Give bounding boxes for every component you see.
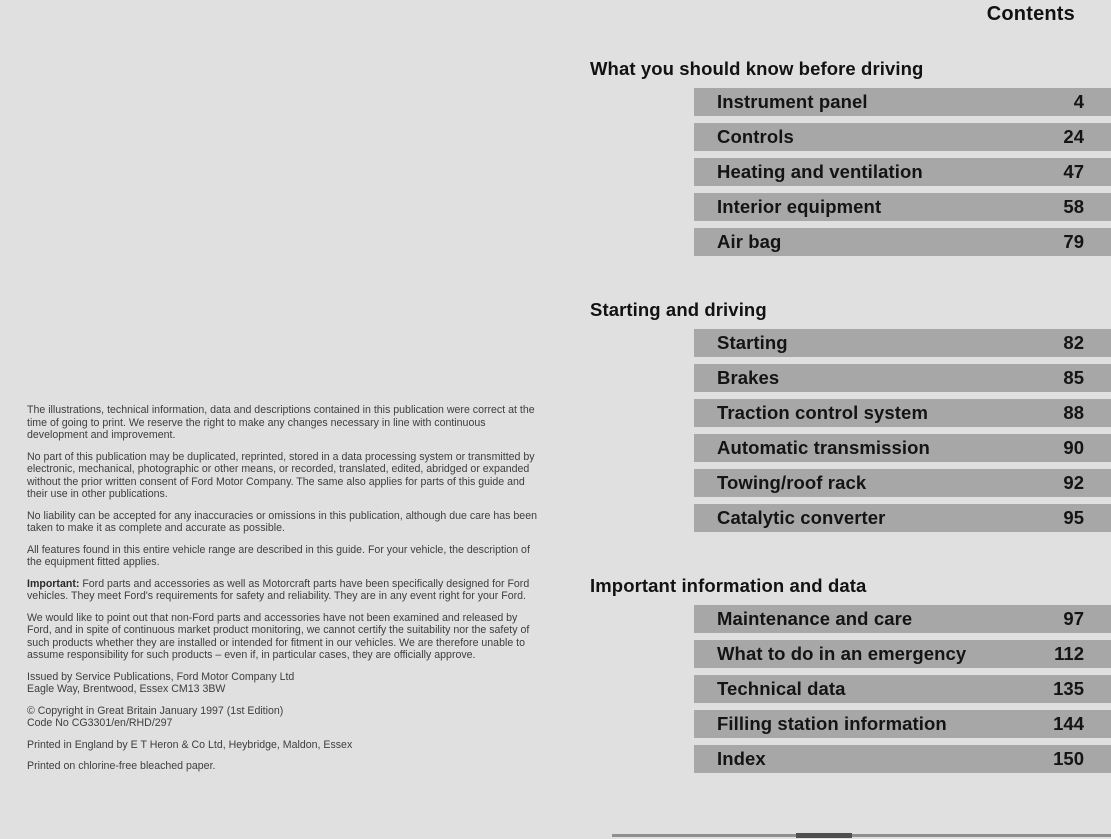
toc-entry-page: 88 <box>1063 402 1084 423</box>
toc-entry-page: 79 <box>1063 231 1084 252</box>
legal-paragraph-line: © Copyright in Great Britain January 1997 (1st Edition) <box>27 704 284 717</box>
legal-paragraph <box>27 510 543 535</box>
toc-entry-label: Towing/roof rack <box>717 472 867 493</box>
toc-section-heading: Important information and data <box>590 575 867 596</box>
toc-section-heading: Starting and driving <box>590 299 767 320</box>
scan-artifact-line <box>612 834 1111 837</box>
toc-entry-label: Catalytic converter <box>717 507 886 528</box>
legal-paragraph-line: We would like to point out that non-Ford parts and accessories have not been examined and released by Ford, and in spite of continuous market product monitoring, we cannot certify the suitability nor the safety of such products whether they are installed or intended for fitment in our vehicles. We are therefore unable to assume responsibility for such products – even if, in particular cases, they are officially approve. <box>27 611 530 661</box>
toc-entry <box>694 675 1111 703</box>
legal-paragraph <box>27 544 543 569</box>
legal-paragraph-line: Ford parts and accessories as well as Motorcraft parts have been specifically designed for Ford vehicles. They meet Ford's requirements for safety and reliability. They are in any event right for your Ford. <box>27 577 530 602</box>
legal-paragraph <box>27 739 543 752</box>
legal-paragraph-line: All features found in this entire vehicle range are described in this guide. For your vehicle, the description of the equipment fitted applies. <box>27 543 530 568</box>
toc-entry-page: 82 <box>1063 332 1084 353</box>
legal-important-label: Important: <box>27 577 80 590</box>
toc-entry <box>694 434 1111 462</box>
toc-entry <box>694 710 1111 738</box>
toc-entry <box>694 88 1111 116</box>
scan-artifact-mark <box>796 833 852 838</box>
toc-entry-page: 135 <box>1053 678 1084 699</box>
toc-entry-page: 95 <box>1063 507 1084 528</box>
toc-entry <box>694 745 1111 773</box>
legal-paragraph-line: The illustrations, technical information, data and descriptions contained in this publication were correct at the time of going to print. We reserve the right to make any changes necessary in line with continuous development and improvement. <box>27 404 535 441</box>
legal-paragraph-line: Eagle Way, Brentwood, Essex CM13 3BW <box>27 683 226 695</box>
toc-entry <box>694 364 1111 392</box>
toc-entry-page: 97 <box>1063 608 1084 629</box>
toc-entry <box>694 193 1111 221</box>
toc-entry-label: Starting <box>717 332 788 353</box>
legal-paragraph <box>27 705 543 730</box>
toc-entry <box>694 399 1111 427</box>
toc-entry-page: 47 <box>1063 161 1084 182</box>
toc-entry-label: Technical data <box>717 678 846 699</box>
toc-entry-page: 150 <box>1053 748 1084 769</box>
toc-section <box>590 573 1111 773</box>
toc-entry-label: Maintenance and care <box>717 608 913 629</box>
toc-entry-page: 90 <box>1063 437 1084 458</box>
toc-entry-label: Automatic transmission <box>717 437 930 458</box>
toc-entry <box>694 605 1111 633</box>
toc-entry-label: Index <box>717 748 766 769</box>
table-of-contents <box>590 56 1111 780</box>
legal-paragraph-line: Printed in England by E T Heron & Co Ltd, Heybridge, Maldon, Essex <box>27 738 353 751</box>
toc-entry <box>694 329 1111 357</box>
toc-entry-label: Instrument panel <box>717 91 868 112</box>
toc-entry-label: Air bag <box>717 231 782 252</box>
legal-paragraph <box>27 578 543 603</box>
toc-entry <box>694 504 1111 532</box>
toc-entry-page: 24 <box>1063 126 1084 147</box>
page-title: Contents <box>986 3 1075 25</box>
toc-entry-label: Filling station information <box>717 713 947 734</box>
legal-paragraph <box>27 671 543 696</box>
legal-paragraph <box>27 451 543 501</box>
legal-paragraph-line: No liability can be accepted for any inaccuracies or omissions in this publication, although due care has been taken to make it as complete and accurate as possible. <box>27 509 537 534</box>
toc-entry <box>694 123 1111 151</box>
toc-entry <box>694 158 1111 186</box>
toc-entry-page: 4 <box>1073 91 1084 112</box>
toc-entry-label: Controls <box>717 126 794 147</box>
toc-entry-page: 112 <box>1054 643 1084 664</box>
legal-paragraph-line: Issued by Service Publications, Ford Motor Company Ltd <box>27 670 295 683</box>
toc-entry-page: 144 <box>1053 713 1084 734</box>
toc-entry-label: What to do in an emergency <box>717 643 967 664</box>
toc-entry-label: Brakes <box>717 367 780 388</box>
toc-entry-page: 58 <box>1063 196 1084 217</box>
toc-entry-label: Interior equipment <box>717 196 882 217</box>
toc-entry-page: 85 <box>1063 367 1084 388</box>
legal-paragraph <box>27 760 543 773</box>
toc-section-heading: What you should know before driving <box>590 58 924 79</box>
toc-section <box>590 297 1111 532</box>
legal-paragraph-line: No part of this publication may be duplicated, reprinted, stored in a data processing system or transmitted by electronic, mechanical, photographic or other means, or recorded, translated, edited, abridged or expanded without the prior written consent of Ford Motor Company. The same also applies for parts of this guide and their use in other publications. <box>27 450 535 500</box>
toc-entry <box>694 640 1111 668</box>
legal-paragraph <box>27 612 543 662</box>
legal-paragraph <box>27 404 543 442</box>
toc-entry-label: Traction control system <box>717 402 928 423</box>
legal-paragraph-line: Code No CG3301/en/RHD/297 <box>27 717 173 729</box>
toc-entry <box>694 228 1111 256</box>
legal-paragraph-line: Printed on chlorine-free bleached paper. <box>27 760 216 772</box>
toc-entry-page: 92 <box>1063 472 1084 493</box>
toc-entry <box>694 469 1111 497</box>
toc-entry-label: Heating and ventilation <box>717 161 923 182</box>
legal-text-block <box>27 404 543 782</box>
toc-section <box>590 56 1111 256</box>
